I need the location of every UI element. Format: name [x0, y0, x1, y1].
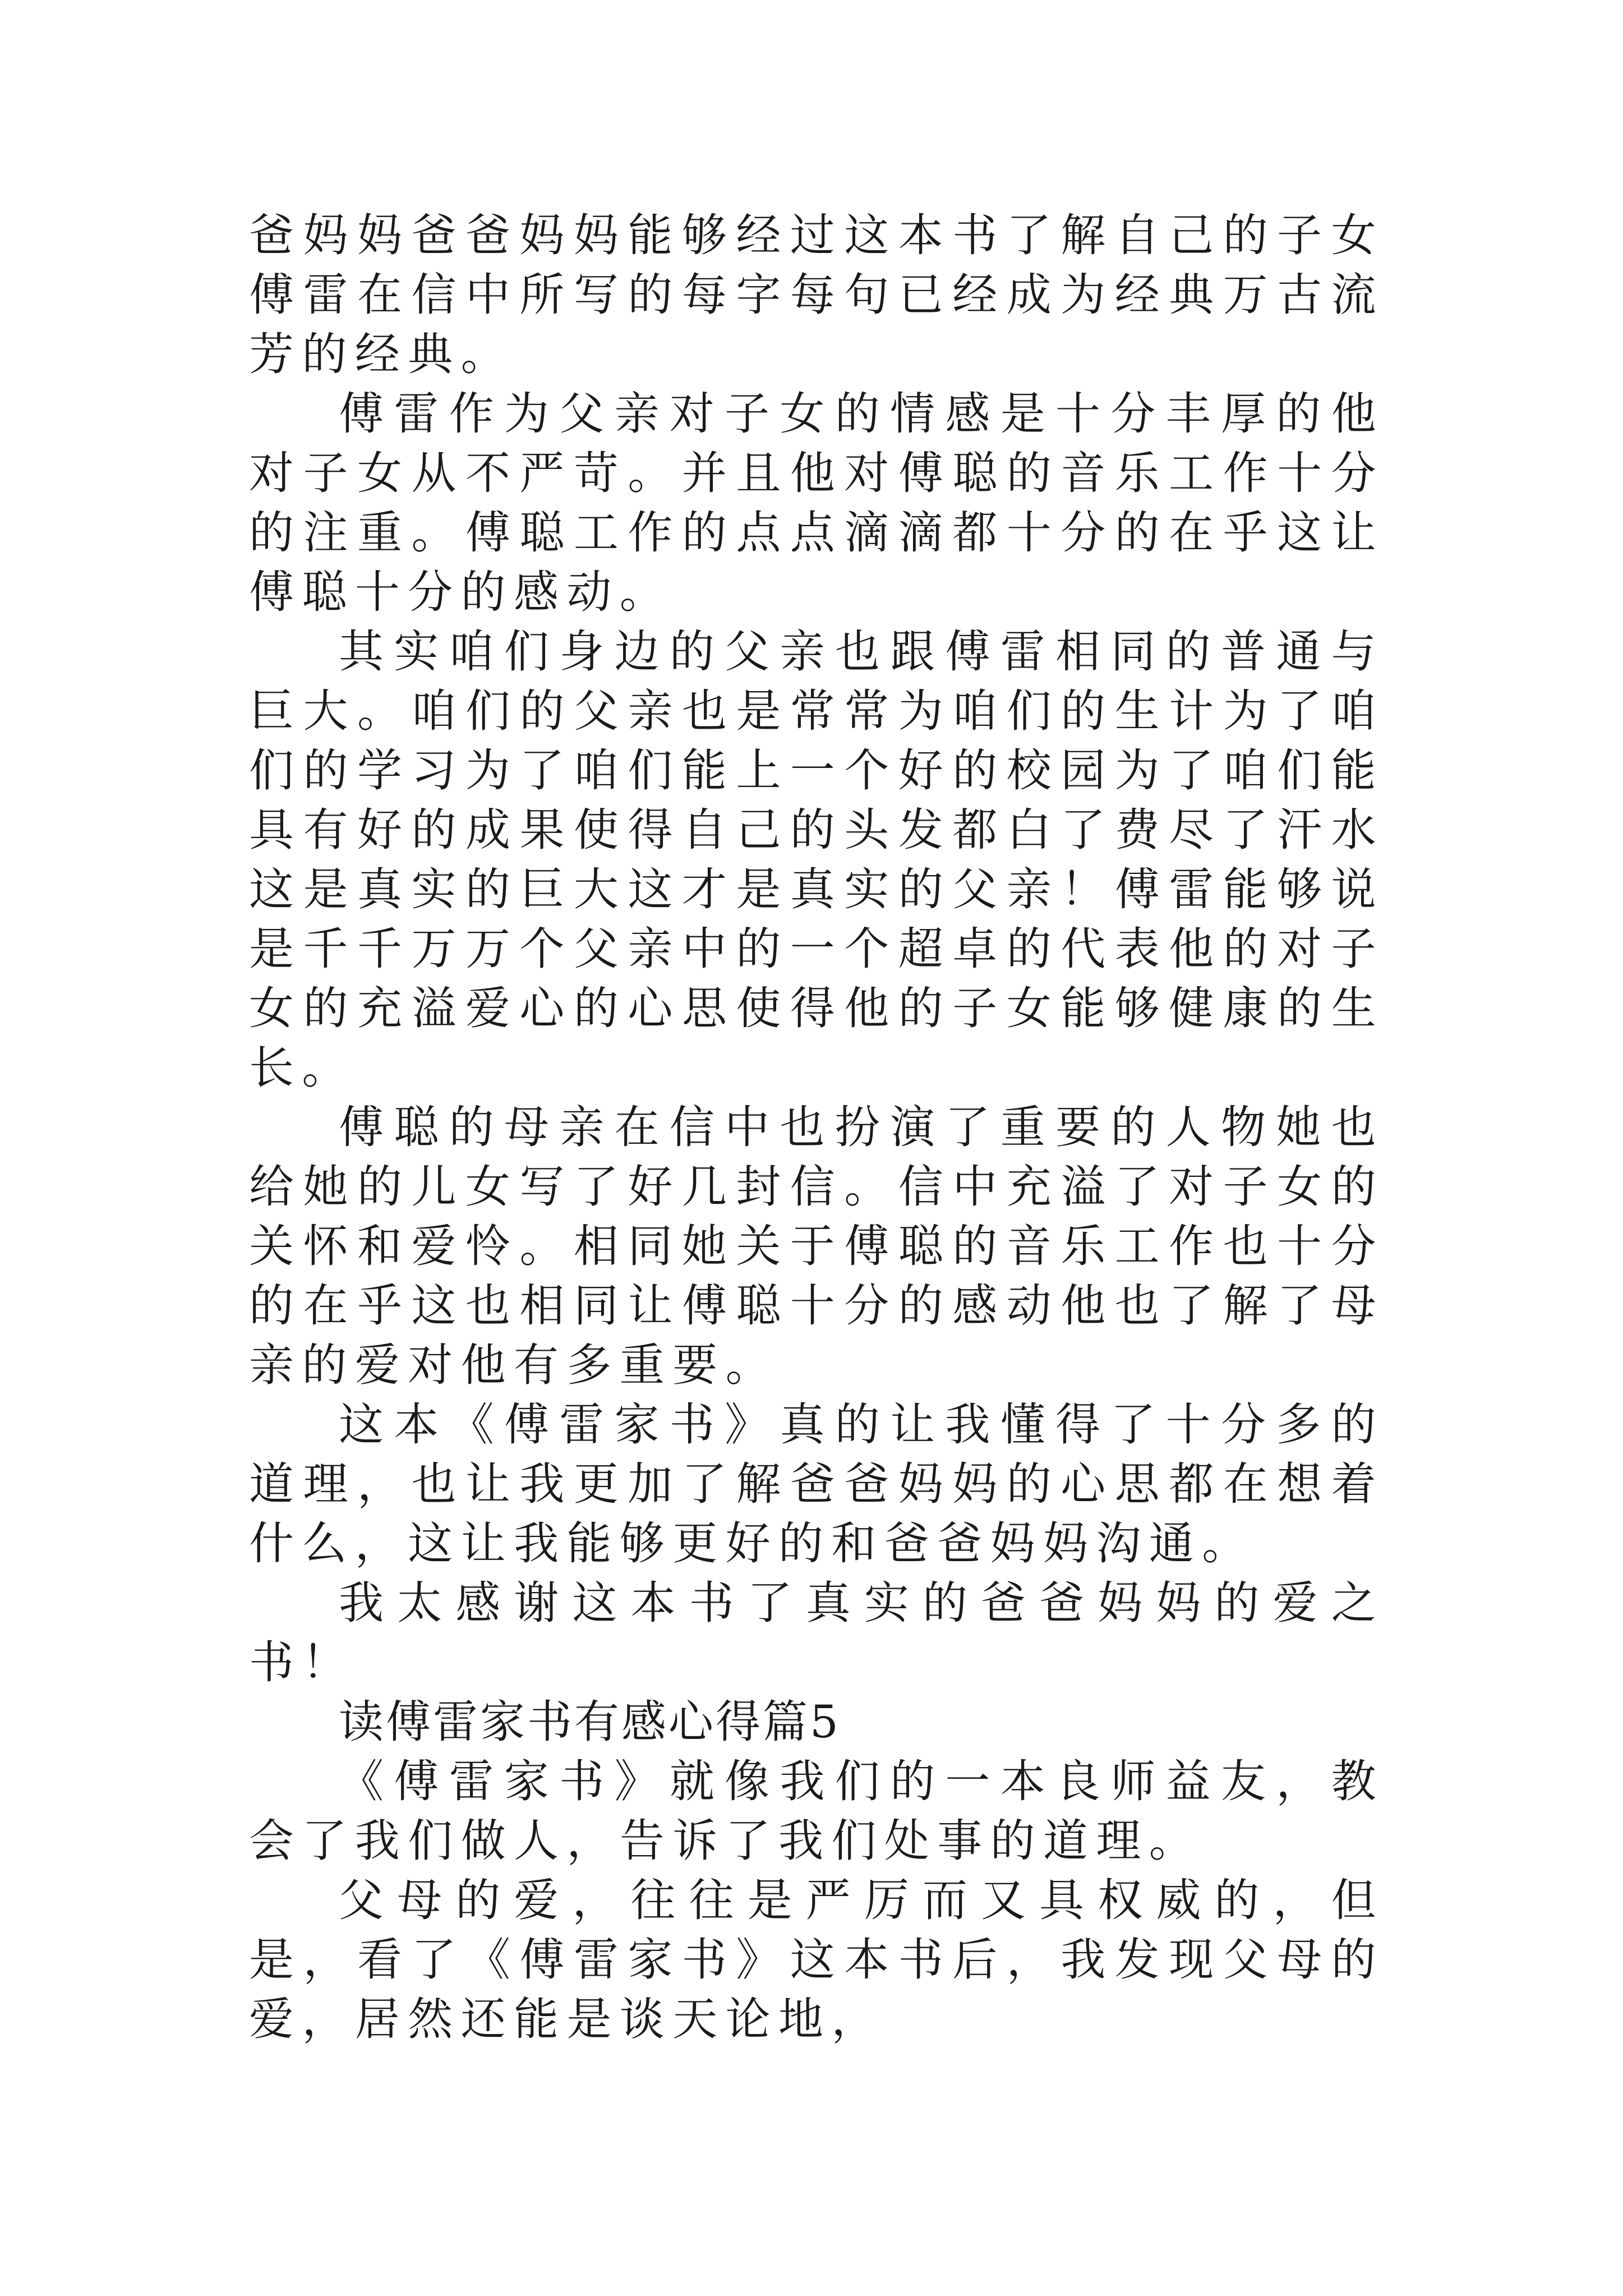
section-heading: 读傅雷家书有感心得篇5: [339, 1696, 841, 1748]
paragraph-7: 《傅雷家书》就像我们的一本良师益友，教会了我们做人，告诉了我们处事的道理。: [249, 1755, 1384, 1867]
document-body: [249, 206, 1384, 2049]
paragraph-2: 傅雷作为父亲对子女的情感是十分丰厚的他对子女从不严苛。并且他对傅聪的音乐工作十分的注重。傅聪工作的点点滴滴都十分的在乎这让傅聪十分的感动。: [249, 388, 1384, 618]
paragraph-5: 这本《傅雷家书》真的让我懂得了十分多的道理，也让我更加了解爸爸妈妈的心思都在想着什么，这让我能够更好的和爸爸妈妈沟通。: [249, 1398, 1384, 1570]
paragraph-3: 其实咱们身边的父亲也跟傅雷相同的普通与巨大。咱们的父亲也是常常为咱们的生计为了咱们的学习为了咱们能上一个好的校园为了咱们能具有好的成果使得自己的头发都白了费尽了汗水这是真实的巨大这才是真实的父亲！傅雷能够说是千千万万个父亲中的一个超卓的代表他的对子女的充溢爱心的心思使得他的子女能够健康的生长。: [249, 625, 1384, 1094]
paragraph-4: 傅聪的母亲在信中也扮演了重要的人物她也给她的儿女写了好几封信。信中充溢了对子女的关怀和爱怜。相同她关于傅聪的音乐工作也十分的在乎这也相同让傅聪十分的感动他也了解了母亲的爱对他有多重要。: [249, 1101, 1384, 1391]
paragraph-6: 我太感谢这本书了真实的爸爸妈妈的爱之书！: [249, 1577, 1384, 1688]
paragraph-1: 爸妈妈爸爸妈妈能够经过这本书了解自己的子女傅雷在信中所写的每字每句已经成为经典万古流芳的经典。: [249, 209, 1384, 380]
paragraph-8: 父母的爱，往往是严厉而又具权威的，但是，看了《傅雷家书》这本书后，我发现父母的爱，居然还能是谈天论地，: [249, 1874, 1384, 2045]
